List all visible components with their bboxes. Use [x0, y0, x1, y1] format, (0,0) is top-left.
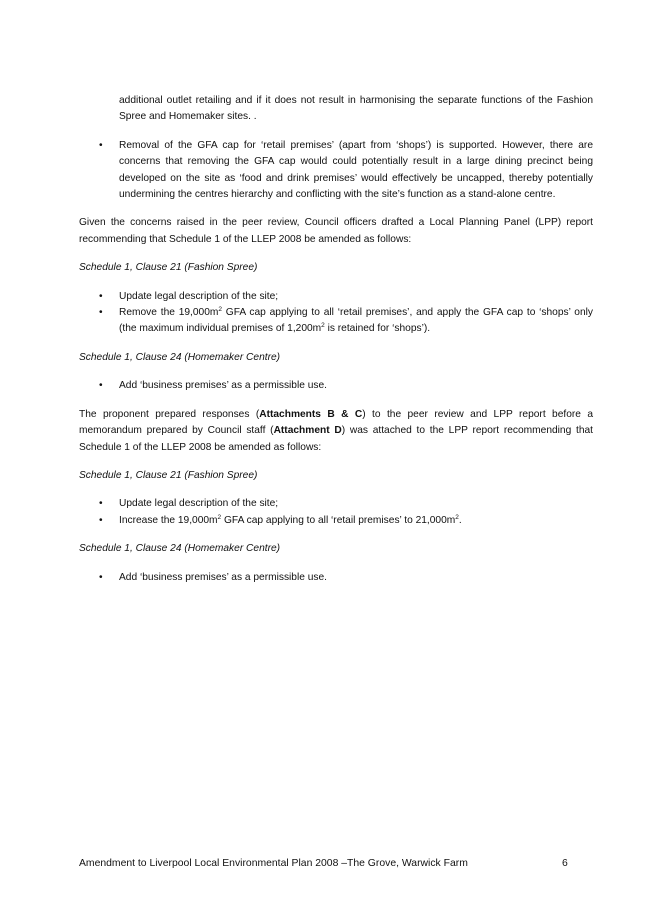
- page-number: 6: [562, 858, 568, 869]
- bullet-glyph: •: [99, 498, 103, 510]
- paragraph-text: ) was attached to the LPP report recommending that Schedule 1 of the LLEP 2008 be amended as follows:: [79, 425, 593, 453]
- bullet-list: [79, 289, 593, 338]
- section-heading: Schedule 1, Clause 24 (Homemaker Centre): [79, 351, 281, 363]
- bullet-list: [79, 570, 593, 586]
- list-item: [79, 138, 593, 204]
- bullet-glyph: •: [99, 139, 103, 151]
- paragraph-proponent: [79, 407, 593, 456]
- list-item: [79, 378, 593, 394]
- paragraph-peer-review: Given the concerns raised in the peer review, Council officers drafted a Local Planning Panel (LPP) report recommending that Schedule 1 of the LLEP 2008 be amended as follows:: [79, 217, 593, 245]
- list-item-text: .: [458, 514, 462, 526]
- bullet-glyph: •: [99, 514, 103, 526]
- bullet-list: [79, 496, 593, 529]
- list-item-text: GFA cap applying to all ‘retail premises’, and apply the GFA cap to ‘shops’ only (the maximum individual premises of 1,200m: [119, 307, 593, 335]
- bullet-glyph: •: [99, 380, 103, 392]
- list-item-text: is retained for ‘shops’).: [324, 323, 431, 335]
- bullet-glyph: •: [99, 290, 103, 302]
- list-item-text: Add ‘business premises’ as a permissible use.: [119, 380, 327, 392]
- attachment-reference: Attachment D: [273, 425, 342, 437]
- superscript: 2: [217, 513, 222, 521]
- paragraph-text: The proponent prepared responses (: [79, 408, 260, 420]
- attachment-reference: Attachments B & C: [259, 408, 363, 420]
- list-item-text: GFA cap applying to all ‘retail premises’ to 21,000m: [221, 514, 456, 526]
- page-body: [79, 93, 593, 598]
- list-item: [79, 513, 593, 529]
- bullet-list: [79, 378, 593, 394]
- list-item-text: Removal of the GFA cap for ‘retail premises’ (apart from ‘shops’) is supported. However, there are concerns that removing the GFA cap would could potentially result in a large dining precinct being developed on the site as ‘food and drink premises’ would effectively be uncapped, thereby potentially undermining the centres hierarchy and conflicting with the site’s function as a stand-alone centre.: [119, 139, 593, 201]
- list-item-text: Update legal description of the site;: [119, 498, 279, 510]
- section-heading: Schedule 1, Clause 21 (Fashion Spree): [79, 262, 258, 274]
- list-item: [79, 305, 593, 338]
- list-item: [79, 289, 593, 305]
- list-item-text: Remove the 19,000m: [119, 307, 219, 319]
- bullet-glyph: •: [99, 571, 103, 583]
- superscript: 2: [455, 513, 459, 521]
- continued-bullet-text: additional outlet retailing and if it does not result in harmonising the separate functions of the Fashion Spree and Homemaker sites. .: [119, 95, 593, 123]
- list-item-text: Update legal description of the site;: [119, 290, 279, 302]
- superscript: 2: [321, 322, 325, 330]
- footer-title: Amendment to Liverpool Local Environmental Plan 2008 –The Grove, Warwick Farm: [79, 858, 468, 869]
- section-heading: Schedule 1, Clause 24 (Homemaker Centre): [79, 543, 281, 555]
- list-item: [79, 570, 593, 586]
- superscript: 2: [218, 306, 222, 314]
- bullet-glyph: •: [99, 307, 103, 319]
- list-item-text: Increase the 19,000m: [119, 514, 218, 526]
- list-item-text: Add ‘business premises’ as a permissible use.: [119, 571, 327, 583]
- paragraph-text: ) to the peer review and LPP report before a memorandum prepared by Council staff (: [79, 408, 594, 437]
- list-item: [79, 496, 593, 512]
- section-heading: Schedule 1, Clause 21 (Fashion Spree): [79, 469, 258, 481]
- bullet-list: [79, 138, 593, 204]
